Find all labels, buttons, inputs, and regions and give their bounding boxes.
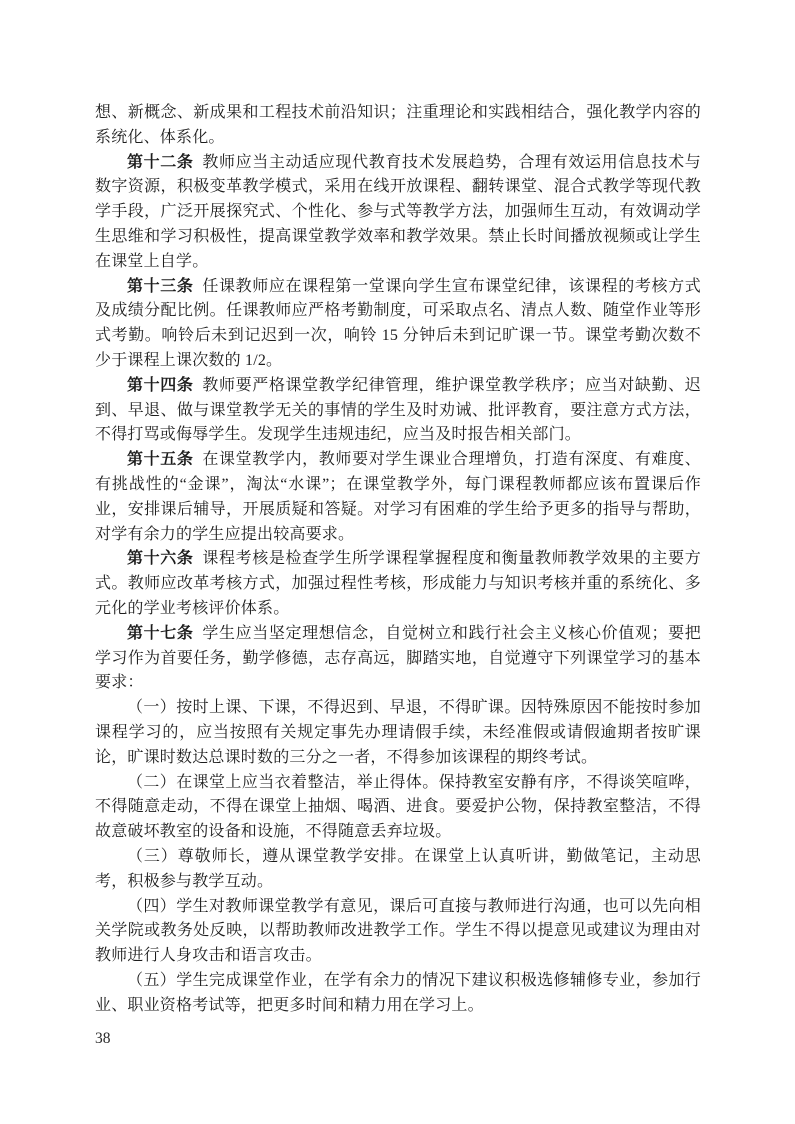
- paragraph-text: 想、新概念、新成果和工程技术前沿知识；注重理论和实践相结合，强化教学内容的系统化、体系化。: [95, 104, 701, 146]
- article-label: 第十三条: [127, 277, 194, 295]
- paragraph-item-3: [95, 845, 701, 895]
- article-label: 第十二条: [127, 153, 194, 171]
- paragraph-continuation: [95, 101, 701, 151]
- paragraph-article-16: [95, 547, 701, 621]
- paragraph-text: 课程考核是检查学生所学课程掌握程度和衡量教师教学效果的主要方式。教师应改革考核方式，加强过程性考核，形成能力与知识考核并重的系统化、多元化的学业考核评价体系。: [95, 550, 701, 617]
- page-number: 38: [95, 1030, 111, 1047]
- paragraph-article-13: [95, 275, 701, 374]
- paragraph-item-1: [95, 696, 701, 770]
- paragraph-text: 教师要严格课堂教学纪律管理，维护课堂教学秩序；应当对缺勤、迟到、早退、做与课堂教学无关的事情的学生及时劝诫、批评教育，要注意方式方法，不得打骂或侮辱学生。发现学生违规违纪，应当及时报告相关部门。: [95, 376, 701, 444]
- paragraph-item-2: [95, 771, 701, 845]
- paragraph-article-14: [95, 374, 701, 448]
- paragraph-text: 教师应当主动适应现代教育技术发展趋势，合理有效运用信息技术与数字资源，积极变革教学模式，采用在线开放课程、翻转课堂、混合式教学等现代教学手段，广泛开展探究式、个性化、参与式等教学方法，加强师生互动，有效调动学生思维和学习积极性，提高课堂教学效率和教学效果。禁止长时间播放视频或让学生在课堂上自学。: [95, 153, 701, 270]
- paragraph-text: （三）尊敬师长，遵从课堂教学安排。在课堂上认真听讲，勤做笔记，主动思考，积极参与教学互动。: [95, 847, 701, 890]
- paragraph-item-4: [95, 895, 701, 969]
- paragraph-text: 任课教师应在课程第一堂课向学生宣布课堂纪律，该课程的考核方式及成绩分配比例。任课教师应严格考勤制度，可采取点名、清点人数、随堂作业等形式考勤。响铃后未到记迟到一次，响铃 15 分钟后未到记旷课一节。课堂考勤次数不少于课程上课次数的 1/2。: [95, 277, 701, 369]
- paragraph-item-5: [95, 969, 701, 1019]
- paragraph-text: 在课堂教学内，教师要对学生课业合理增负，打造有深度、有难度、有挑战性的“金课”，淘汰“水课”；在课堂教学外，每门课程教师都应该布置课后作业，安排课后辅导，开展质疑和答疑。对学习有困难的学生给予更多的指导与帮助，对学有余力的学生应提出较高要求。: [95, 451, 701, 543]
- paragraph-text: （五）学生完成课堂作业，在学有余力的情况下建议积极选修辅修专业，参加行业、职业资格考试等，把更多时间和精力用在学习上。: [95, 971, 701, 1014]
- paragraph-text: （四）学生对教师课堂教学有意见，课后可直接与教师进行沟通，也可以先向相关学院或教务处反映，以帮助教师改进教学工作。学生不得以提意见或建议为理由对教师进行人身攻击和语言攻击。: [95, 897, 701, 965]
- paragraph-article-17: [95, 622, 701, 696]
- document-body: [95, 101, 701, 1018]
- paragraph-article-15: [95, 448, 701, 547]
- paragraph-text: （一）按时上课、下课，不得迟到、早退，不得旷课。因特殊原因不能按时参加课程学习的，应当按照有关规定事先办理请假手续，未经准假或请假逾期者按旷课论，旷课时数达总课时数的三分之一者，不得参加该课程的期终考试。: [95, 699, 701, 766]
- paragraph-article-12: [95, 151, 701, 275]
- article-label: 第十七条: [127, 624, 194, 642]
- article-label: 第十五条: [127, 451, 194, 469]
- paragraph-text: 学生应当坚定理想信念，自觉树立和践行社会主义核心价值观；要把学习作为首要任务，勤学修德，志存高远，脚踏实地，自觉遵守下列课堂学习的基本要求：: [95, 624, 701, 692]
- paragraph-text: （二）在课堂上应当衣着整洁，举止得体。保持教室安静有序，不得谈笑喧哗，不得随意走动，不得在课堂上抽烟、喝酒、进食。要爱护公物，保持教室整洁，不得故意破坏教室的设备和设施，不得随意丢弃垃圾。: [95, 773, 701, 841]
- article-label: 第十四条: [127, 376, 194, 394]
- article-label: 第十六条: [127, 550, 194, 568]
